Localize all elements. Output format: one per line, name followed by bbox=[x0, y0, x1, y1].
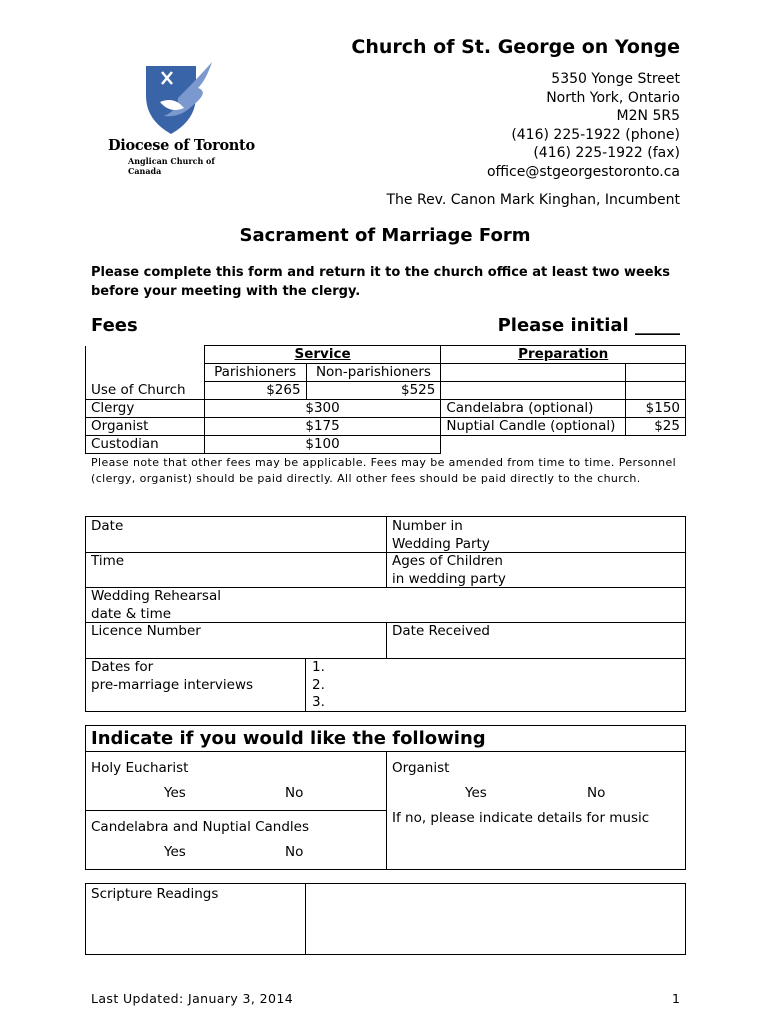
time-label: Time bbox=[91, 553, 125, 569]
prep-value: $25 bbox=[626, 418, 686, 436]
date-label: Date bbox=[91, 518, 124, 534]
fee-label: Clergy bbox=[86, 400, 205, 418]
fee-combined: $175 bbox=[204, 418, 441, 436]
licence-number-label: Licence Number bbox=[91, 623, 201, 639]
scripture-readings-box bbox=[85, 883, 686, 955]
fee-label: Use of Church bbox=[86, 382, 205, 400]
music-details-label: If no, please indicate details for music bbox=[392, 810, 650, 826]
details-box bbox=[85, 516, 686, 712]
address-fax: (416) 225-1922 (fax) bbox=[533, 145, 680, 162]
organist-no[interactable]: No bbox=[587, 785, 606, 801]
fee-row-use-of-church bbox=[86, 382, 686, 400]
fee-label: Custodian bbox=[86, 436, 205, 454]
church-address bbox=[380, 70, 680, 182]
interview-date-list[interactable] bbox=[312, 659, 325, 712]
indicate-box bbox=[85, 725, 686, 870]
indicate-title: Indicate if you would like the following bbox=[91, 728, 486, 749]
holy-eucharist-label: Holy Eucharist bbox=[91, 760, 189, 776]
fee-non-parishioners: $525 bbox=[306, 382, 441, 400]
fee-row-organist bbox=[86, 418, 686, 436]
date-received-label: Date Received bbox=[392, 623, 490, 639]
music-details-field[interactable] bbox=[387, 830, 685, 869]
fees-heading: Fees bbox=[91, 315, 138, 336]
fees-table bbox=[85, 345, 686, 454]
fee-label: Organist bbox=[86, 418, 205, 436]
col-non-parishioners: Non-parishioners bbox=[306, 364, 441, 382]
organist-yes[interactable]: Yes bbox=[465, 785, 487, 801]
scripture-readings-field[interactable] bbox=[306, 884, 685, 954]
prep-value: $150 bbox=[626, 400, 686, 418]
prep-label: Nuptial Candle (optional) bbox=[441, 418, 626, 436]
address-email: office@stgeorgestoronto.ca bbox=[486, 163, 680, 180]
candelabra-yes[interactable]: Yes bbox=[164, 844, 186, 860]
diocese-shield-logo-icon bbox=[140, 58, 218, 136]
page-number: 1 bbox=[672, 991, 680, 1006]
date-field[interactable] bbox=[86, 533, 385, 552]
fee-row-clergy bbox=[86, 400, 686, 418]
form-title: Sacrament of Marriage Form bbox=[239, 225, 531, 246]
interview-date-2[interactable]: 2. bbox=[312, 676, 325, 693]
service-header: Service bbox=[294, 346, 351, 362]
instructions: Please complete this form and return it to the church office at least two weeks before your meeting with the clergy. bbox=[91, 265, 670, 299]
holy-eucharist-yes[interactable]: Yes bbox=[164, 785, 186, 801]
rehearsal-label: Wedding Rehearsal date & time bbox=[91, 588, 221, 622]
holy-eucharist-no[interactable]: No bbox=[285, 785, 304, 801]
church-name: Church of St. George on Yonge bbox=[351, 36, 680, 58]
scripture-readings-label: Scripture Readings bbox=[91, 886, 219, 902]
address-city: North York, Ontario bbox=[546, 89, 680, 106]
address-phone: (416) 225-1922 (phone) bbox=[511, 126, 680, 143]
preparation-header: Preparation bbox=[518, 346, 609, 362]
organist-label: Organist bbox=[392, 760, 450, 776]
fee-row-custodian bbox=[86, 436, 686, 454]
prep-label: Candelabra (optional) bbox=[441, 400, 626, 418]
wedding-party-label: Number in Wedding Party bbox=[392, 518, 490, 552]
col-parishioners: Parishioners bbox=[204, 364, 306, 382]
interview-date-3[interactable]: 3. bbox=[312, 694, 325, 710]
interview-date-1[interactable]: 1. bbox=[312, 659, 325, 675]
candelabra-no[interactable]: No bbox=[285, 844, 304, 860]
incumbent-line: The Rev. Canon Mark Kinghan, Incumbent bbox=[386, 192, 680, 208]
address-street: 5350 Yonge Street bbox=[551, 71, 680, 87]
interviews-label: Dates for pre-marriage interviews bbox=[91, 659, 254, 693]
ages-of-children-label: Ages of Children in wedding party bbox=[392, 553, 506, 587]
time-field[interactable] bbox=[86, 569, 385, 587]
please-initial-field[interactable]: Please initial _____ bbox=[497, 315, 680, 336]
fee-parishioners: $265 bbox=[204, 382, 306, 400]
last-updated: Last Updated: January 3, 2014 bbox=[91, 991, 294, 1006]
licence-number-field[interactable] bbox=[86, 639, 385, 658]
fees-note: Please note that other fees may be applicable. Fees may be amended from time to time. Personnel (clergy, organist) should be paid directly. All other fees should be paid directly to the church. bbox=[91, 456, 677, 485]
logo-diocese-name: Diocese of Toronto bbox=[108, 137, 255, 154]
candelabra-candles-label: Candelabra and Nuptial Candles bbox=[91, 819, 310, 835]
logo-anglican-subtitle: Anglican Church of Canada bbox=[128, 156, 215, 176]
fee-combined: $100 bbox=[204, 436, 441, 454]
address-postal: M2N 5R5 bbox=[616, 108, 680, 125]
fee-combined: $300 bbox=[204, 400, 441, 418]
